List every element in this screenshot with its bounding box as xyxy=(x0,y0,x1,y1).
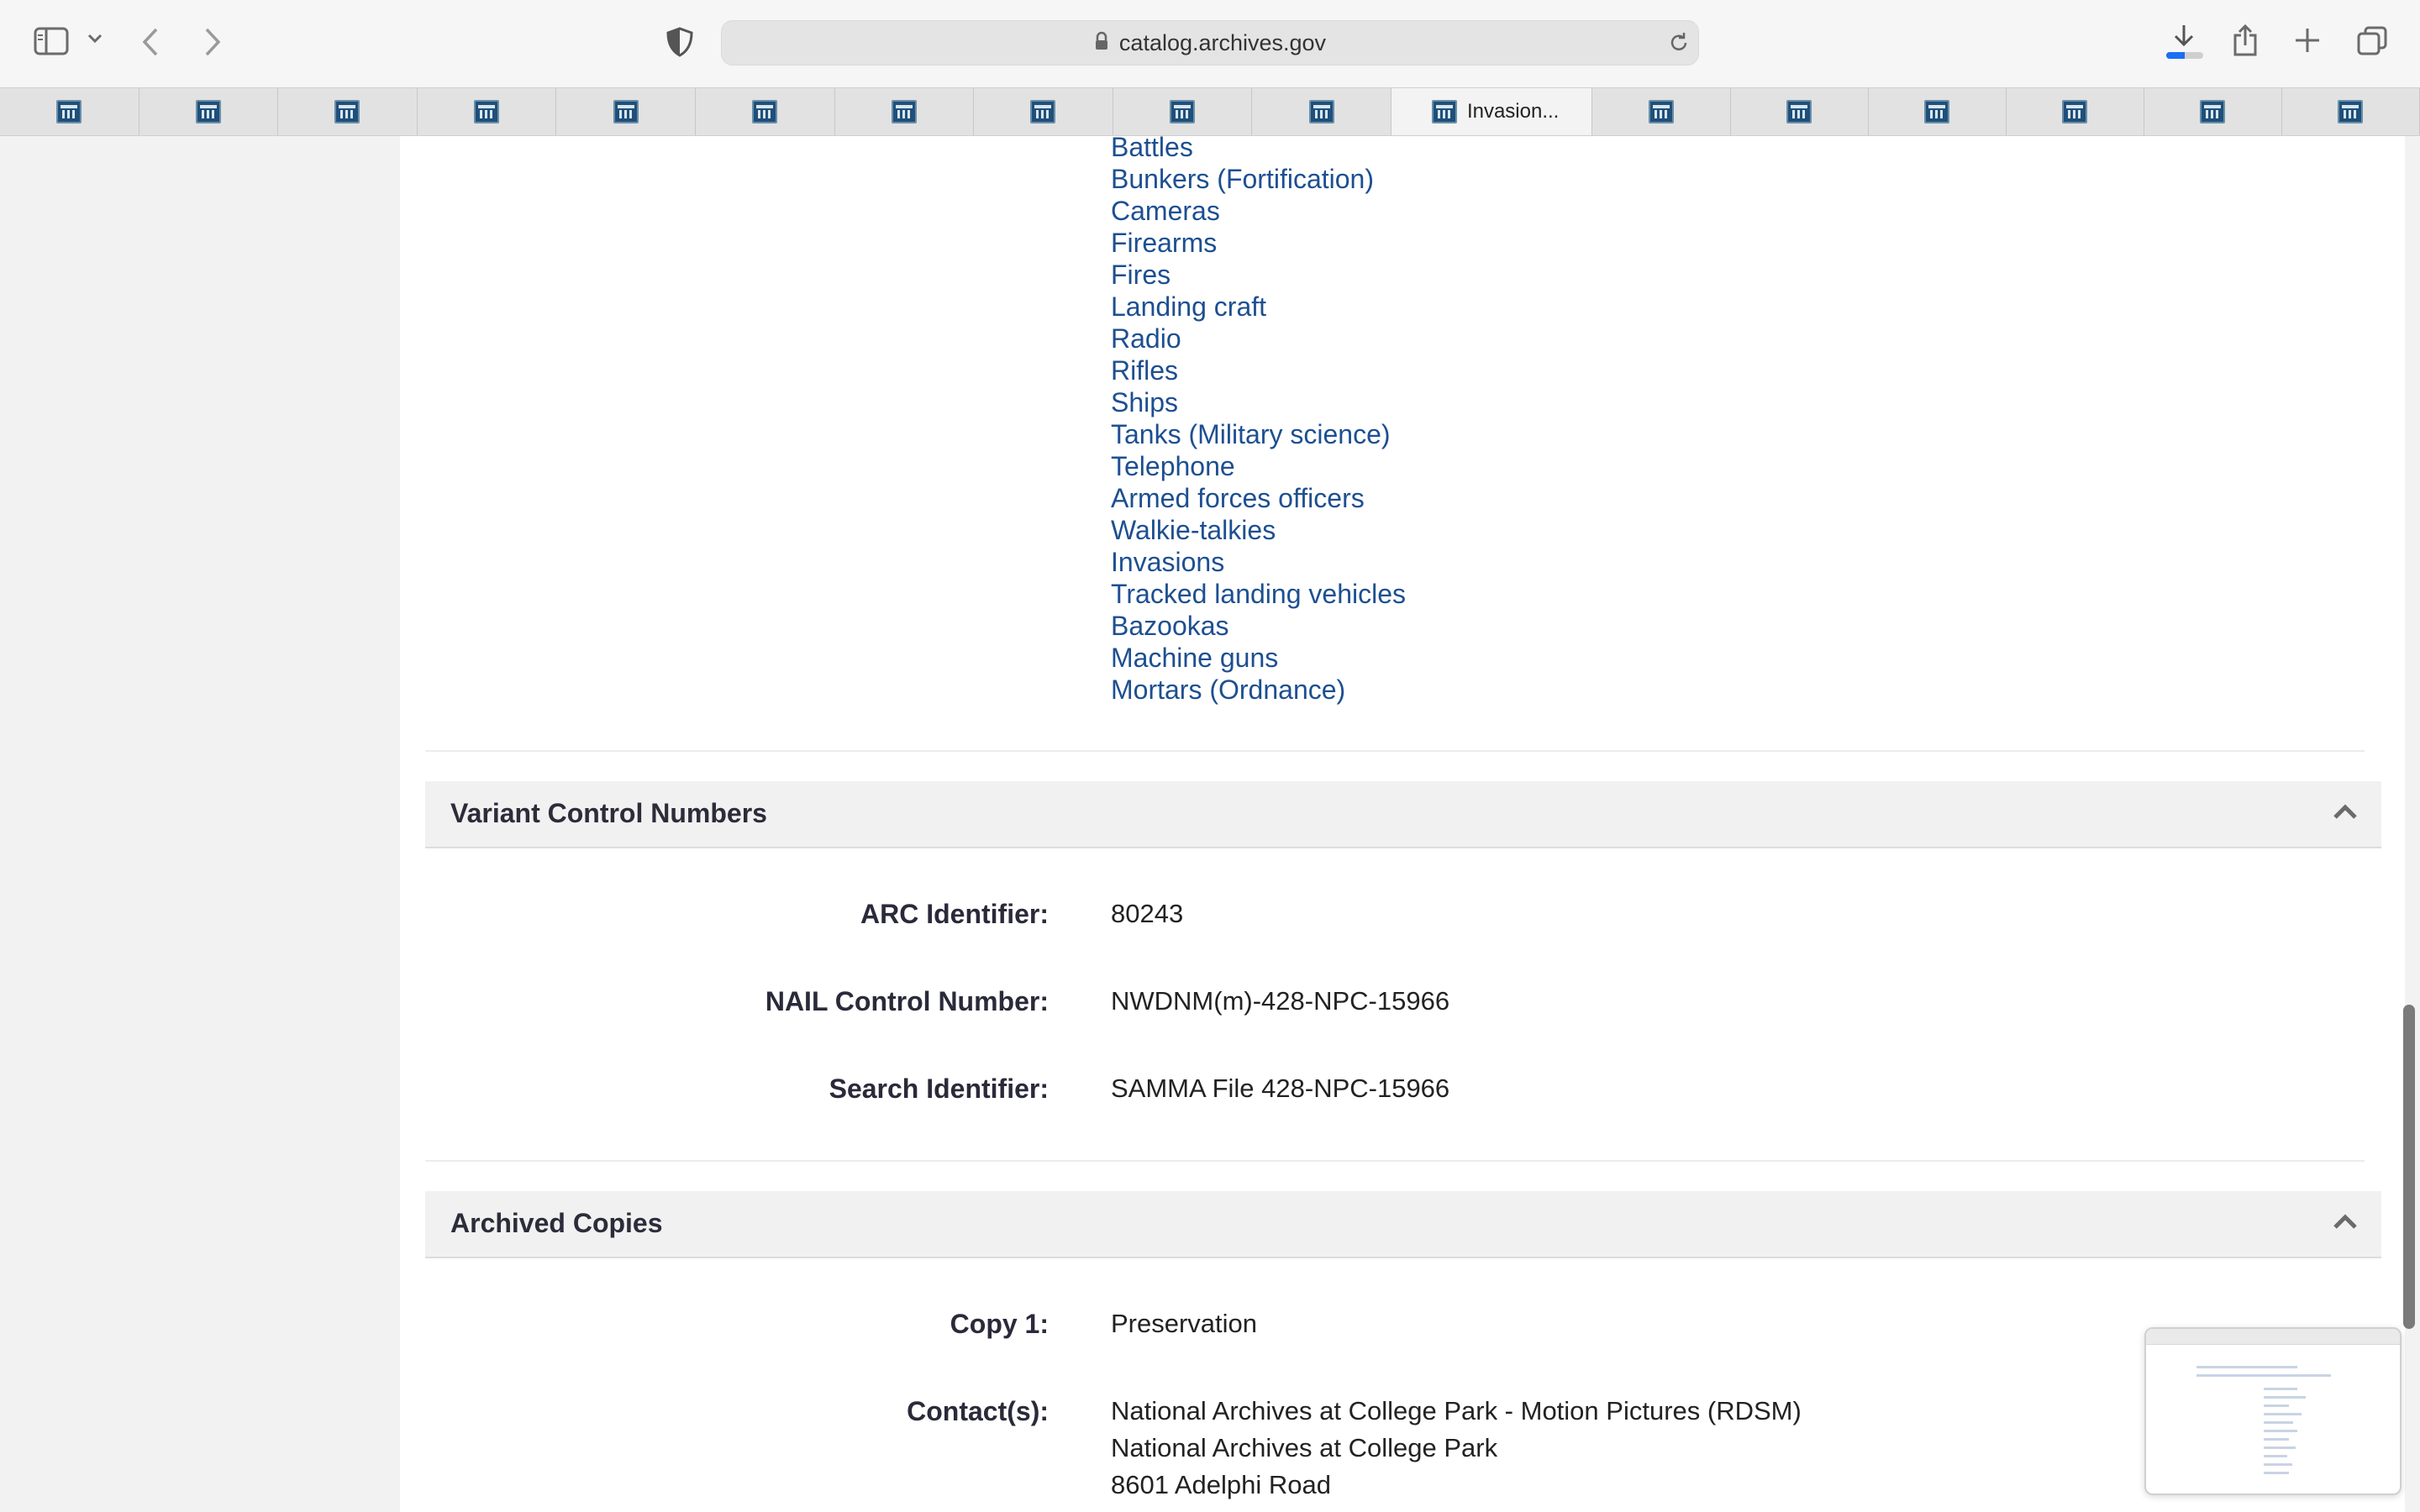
copy-1-label: Copy 1: xyxy=(950,1309,1049,1339)
download-progress-fill xyxy=(2166,52,2185,59)
tab[interactable] xyxy=(1592,88,1730,135)
archived-copies-header[interactable] xyxy=(425,1191,2381,1258)
archives-favicon-icon xyxy=(2200,100,2225,123)
tab[interactable] xyxy=(1252,88,1392,135)
topic-link[interactable]: Fires xyxy=(1111,260,1171,290)
tab-bar xyxy=(0,87,2420,136)
archives-favicon-icon xyxy=(334,100,360,123)
tab[interactable] xyxy=(835,88,975,135)
topic-link[interactable]: Battles xyxy=(1111,136,1193,162)
topic-link[interactable]: Machine guns xyxy=(1111,643,1279,673)
archives-favicon-icon xyxy=(2062,100,2087,123)
thumbnail-line xyxy=(2196,1366,2297,1368)
archives-favicon-icon xyxy=(1432,100,1457,123)
share-icon[interactable] xyxy=(2232,24,2259,57)
contact-line: 8601 Adelphi Road xyxy=(1111,1470,1332,1499)
thumbnail-line xyxy=(2264,1438,2289,1441)
archives-favicon-icon xyxy=(752,100,777,123)
archives-favicon-icon xyxy=(474,100,499,123)
forward-button[interactable] xyxy=(203,27,222,57)
topical-subjects-list xyxy=(1111,136,1406,706)
section-title: Archived Copies xyxy=(450,1208,663,1238)
tab[interactable] xyxy=(696,88,835,135)
archives-favicon-icon xyxy=(1649,100,1674,123)
tab[interactable] xyxy=(278,88,418,135)
topic-link[interactable]: Armed forces officers xyxy=(1111,483,1365,513)
contacts-value xyxy=(1111,1393,1802,1504)
topic-link[interactable]: Cameras xyxy=(1111,196,1220,226)
page-thumbnail-preview[interactable] xyxy=(2144,1327,2402,1495)
tab-title: Invasion... xyxy=(1466,100,1560,123)
archives-favicon-icon xyxy=(1924,100,1949,123)
divider xyxy=(425,750,2365,752)
archives-favicon-icon xyxy=(1170,100,1195,123)
archives-favicon-icon xyxy=(2338,100,2363,123)
thumbnail-line xyxy=(2264,1404,2289,1407)
contact-line: National Archives at College Park xyxy=(1111,1433,1498,1462)
tab[interactable] xyxy=(974,88,1113,135)
chevron-up-icon[interactable] xyxy=(2333,1213,2358,1233)
archives-favicon-icon xyxy=(613,100,639,123)
thumbnail-line xyxy=(2264,1472,2289,1474)
copy-1-value: Preservation xyxy=(1111,1309,1258,1338)
thumbnail-line xyxy=(2196,1374,2331,1377)
tab-overview-icon[interactable] xyxy=(2356,25,2388,57)
search-identifier-label: Search Identifier: xyxy=(829,1074,1049,1104)
contacts-label: Contact(s): xyxy=(907,1396,1049,1426)
chevron-up-icon[interactable] xyxy=(2333,803,2358,823)
archives-favicon-icon xyxy=(1309,100,1334,123)
tab-active[interactable] xyxy=(1392,88,1593,135)
thumbnail-line xyxy=(2264,1455,2287,1457)
topic-link[interactable]: Invasions xyxy=(1111,547,1225,577)
address-bar[interactable] xyxy=(721,20,1699,66)
lock-icon xyxy=(1094,31,1109,55)
variant-control-numbers-header[interactable] xyxy=(425,781,2381,848)
thumbnail-line xyxy=(2264,1388,2297,1390)
archives-favicon-icon xyxy=(196,100,221,123)
sidebar-toggle-icon[interactable] xyxy=(34,27,69,55)
topic-link[interactable]: Radio xyxy=(1111,323,1181,354)
nail-control-number-value: NWDNM(m)-428-NPC-15966 xyxy=(1111,986,1450,1016)
topic-link[interactable]: Landing craft xyxy=(1111,291,1267,322)
thumbnail-line xyxy=(2264,1421,2293,1424)
tab[interactable] xyxy=(2007,88,2144,135)
archives-favicon-icon xyxy=(892,100,917,123)
download-progress-bar xyxy=(2166,52,2203,59)
topic-link[interactable]: Bazookas xyxy=(1111,611,1229,641)
topic-link[interactable]: Tracked landing vehicles xyxy=(1111,579,1406,609)
arc-identifier-value: 80243 xyxy=(1111,899,1184,928)
tab[interactable] xyxy=(0,88,139,135)
nail-control-number-label: NAIL Control Number: xyxy=(765,986,1049,1016)
thumbnail-line xyxy=(2264,1430,2297,1432)
thumbnail-line xyxy=(2264,1463,2292,1466)
topic-link[interactable]: Rifles xyxy=(1111,355,1179,386)
topic-link[interactable]: Mortars (Ordnance) xyxy=(1111,675,1346,705)
archives-favicon-icon xyxy=(1030,100,1055,123)
topic-link[interactable]: Walkie-talkies xyxy=(1111,515,1276,545)
topic-link[interactable]: Telephone xyxy=(1111,451,1235,481)
tab[interactable] xyxy=(1113,88,1253,135)
tab[interactable] xyxy=(2282,88,2420,135)
web-page xyxy=(0,136,2420,1512)
thumbnail-toolbar xyxy=(2146,1329,2400,1345)
reload-icon[interactable] xyxy=(1668,31,1690,58)
topic-link[interactable]: Tanks (Military science) xyxy=(1111,419,1391,449)
contact-line: National Archives at College Park - Motion Pictures (RDSM) xyxy=(1111,1396,1802,1425)
tab[interactable] xyxy=(139,88,279,135)
topic-link[interactable]: Firearms xyxy=(1111,228,1218,258)
browser-toolbar xyxy=(0,0,2420,87)
back-button[interactable] xyxy=(141,27,160,57)
new-tab-button[interactable] xyxy=(2294,27,2321,54)
chevron-down-icon[interactable] xyxy=(87,34,103,44)
url-text: catalog.archives.gov xyxy=(1118,29,1327,55)
tab[interactable] xyxy=(1869,88,2007,135)
downloads-icon[interactable] xyxy=(2168,24,2200,52)
thumbnail-line xyxy=(2264,1413,2302,1415)
section-title: Variant Control Numbers xyxy=(450,798,767,828)
catalog-content xyxy=(400,136,2405,1512)
topic-link[interactable]: Ships xyxy=(1111,387,1179,417)
tab[interactable] xyxy=(418,88,557,135)
archives-favicon-icon xyxy=(56,100,82,123)
tab[interactable] xyxy=(1731,88,1869,135)
topic-link[interactable]: Bunkers (Fortification) xyxy=(1111,164,1374,194)
thumbnail-line xyxy=(2264,1446,2296,1449)
tab[interactable] xyxy=(2144,88,2282,135)
archives-favicon-icon xyxy=(1786,100,1812,123)
privacy-shield-icon[interactable] xyxy=(666,27,694,57)
search-identifier-value: SAMMA File 428-NPC-15966 xyxy=(1111,1074,1450,1103)
arc-identifier-label: ARC Identifier: xyxy=(860,899,1049,929)
thumbnail-line xyxy=(2264,1396,2306,1399)
divider xyxy=(425,1160,2365,1162)
tab[interactable] xyxy=(556,88,696,135)
scrollbar-thumb[interactable] xyxy=(2403,1005,2415,1329)
